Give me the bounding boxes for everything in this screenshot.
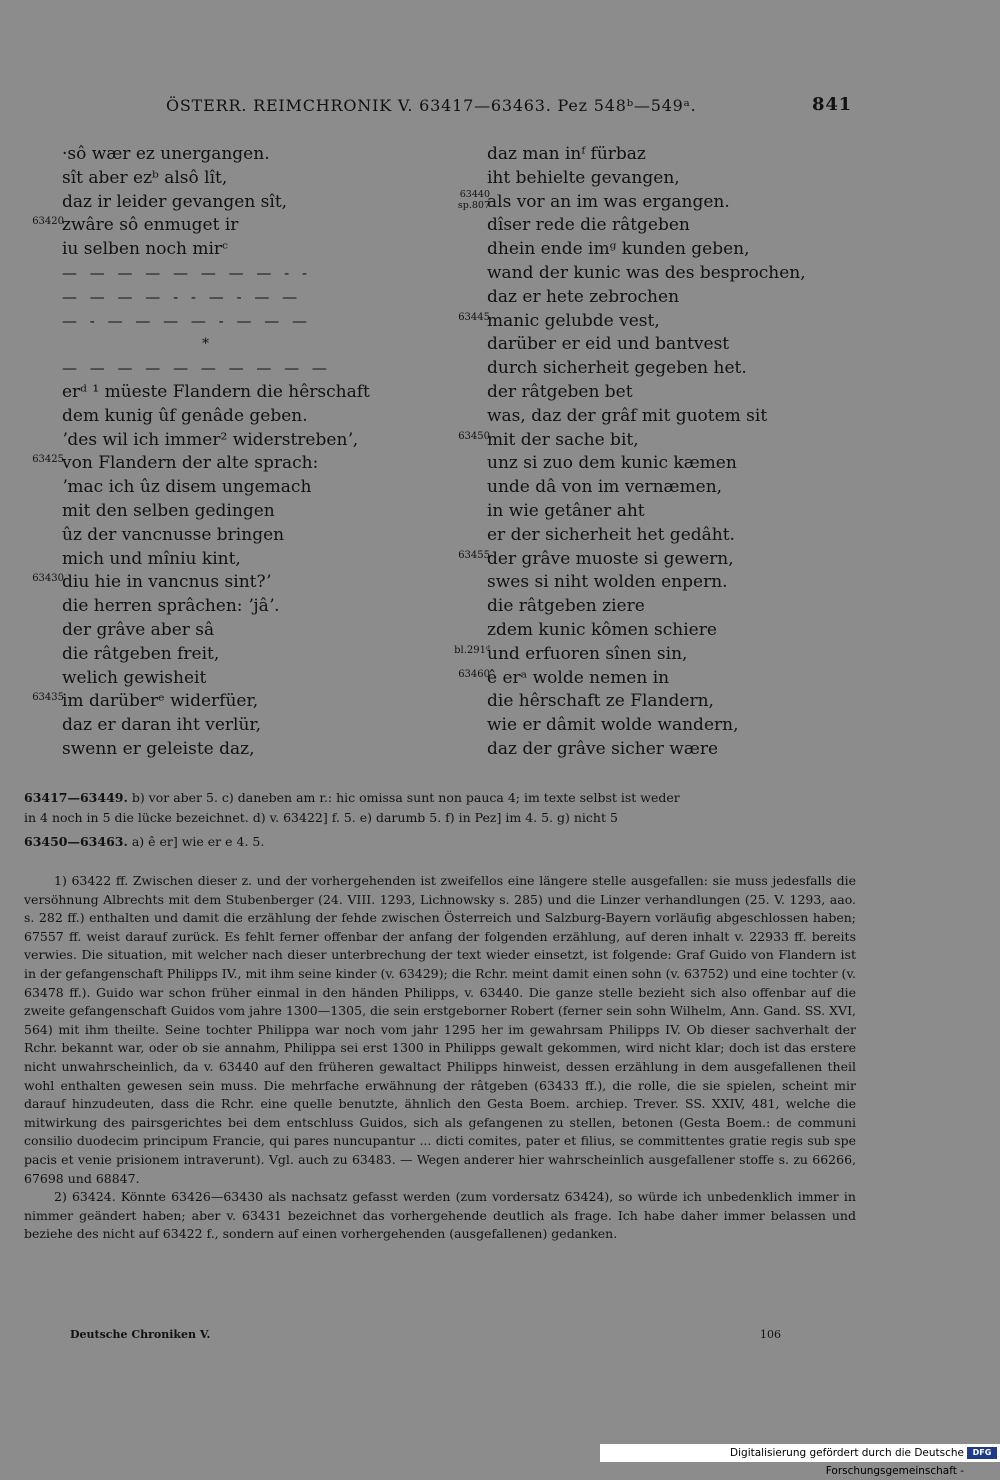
verse-line	[446, 143, 866, 167]
verse-line	[20, 452, 440, 476]
verse-text: was, daz der grâf mit guotem sit	[487, 405, 768, 426]
verse-text: welich gewisheit	[62, 667, 207, 688]
verse-text: *	[202, 336, 209, 353]
verse-text: in wie getâner aht	[487, 500, 645, 521]
verse-column-left	[20, 143, 440, 762]
apparatus-line	[24, 808, 856, 828]
series-title: Deutsche Chroniken V.	[70, 1328, 211, 1341]
verse-text: erᵈ ¹ müeste Flandern die hêrschaft	[62, 381, 370, 402]
verse-line	[20, 167, 440, 191]
line-number: 63420	[32, 216, 64, 228]
line-number: 63450	[458, 430, 490, 442]
signature-mark: 106	[760, 1328, 781, 1341]
verse-text: und erfuoren sînen sin,	[487, 643, 688, 664]
verse-text: ʼmac ich ûz disem ungemach	[62, 477, 312, 498]
verse-line	[446, 548, 866, 572]
line-number: 63455	[458, 549, 490, 561]
verse-line	[20, 667, 440, 691]
verse-text: die hêrschaft ze Flandern,	[487, 691, 714, 712]
page-number: 841	[812, 94, 852, 115]
verse-line	[20, 619, 440, 643]
verse-line	[446, 690, 866, 714]
verse-text: — - — — — — - — — —	[62, 311, 312, 330]
verse-line	[446, 405, 866, 429]
verse-line	[446, 476, 866, 500]
verse-line	[446, 524, 866, 548]
verse-text: wie er dâmit wolde wandern,	[487, 715, 739, 736]
verse-line	[446, 310, 866, 334]
apparatus-text: a) ê er] wie er e 4. 5.	[131, 834, 265, 849]
dfg-notice-text: Digitalisierung gefördert durch die Deutsche Forschungsgemeinschaft -	[730, 1447, 964, 1477]
verse-line	[20, 238, 440, 262]
lacuna-dash-line	[20, 357, 440, 381]
verse-text: sît aber ezᵇ alsô lît,	[62, 167, 228, 188]
line-number: 63445	[458, 311, 490, 323]
verse-line	[446, 500, 866, 524]
verse-text: dhein ende imᵍ kunden geben,	[487, 239, 750, 260]
verse-text: ê erᵃ wolde nemen in	[487, 667, 670, 688]
verse-text: durch sicherheit gegeben het.	[487, 358, 747, 379]
verse-line	[20, 429, 440, 453]
verse-line	[446, 357, 866, 381]
apparatus-lemma: 63417—63449.	[24, 790, 128, 805]
verse-line	[446, 643, 866, 667]
verse-line	[20, 381, 440, 405]
verse-text: mit den selben gedingen	[62, 500, 275, 521]
verse-text: der râtgeben bet	[487, 381, 633, 402]
line-number: 63440	[459, 188, 490, 200]
verse-text: zwâre sô enmuget ir	[62, 215, 239, 236]
verse-text: dem kunig ûf genâde geben.	[62, 405, 308, 426]
verse-text: der grâve muoste si gewern,	[487, 548, 734, 569]
apparatus-text: b) vor aber 5. c) daneben am r.: hic omissa sunt non pauca 4; im texte selbst ist weder	[131, 790, 680, 805]
verse-line	[446, 381, 866, 405]
verse-text: daz der grâve sicher wære	[487, 738, 719, 759]
verse-text: wand der kunic was des besprochen,	[487, 262, 806, 283]
verse-line	[446, 167, 866, 191]
verse-text: ûz der vancnusse bringen	[62, 524, 285, 545]
verse-line	[446, 667, 866, 691]
verse-line	[20, 738, 440, 762]
verse-line	[20, 214, 440, 238]
running-title: ÖSTERR. REIMCHRONIK V. 63417—63463. Pez 548ᵇ—549ᵃ.	[166, 96, 697, 115]
line-number: 63430	[32, 573, 64, 585]
lacuna-asterisk	[20, 333, 440, 357]
lacuna-dash-line	[20, 286, 440, 310]
verse-text: mit der sache bit,	[487, 429, 639, 450]
critical-apparatus-1	[24, 788, 856, 828]
dfg-notice-bar	[600, 1444, 1000, 1477]
verse-text: — — — — — — — — - -	[62, 263, 312, 282]
verse-line	[20, 714, 440, 738]
verse-text: diu hie in vancnus sint?ʼ	[62, 572, 272, 593]
verse-text: darüber er eid und bantvest	[487, 334, 730, 355]
verse-line	[446, 738, 866, 762]
verse-line	[446, 214, 866, 238]
line-number: bl.291ᵈ	[454, 644, 490, 656]
verse-line	[20, 500, 440, 524]
verse-line	[446, 286, 866, 310]
verse-text: unz si zuo dem kunic kæmen	[487, 453, 737, 474]
lacuna-dash-line	[20, 310, 440, 334]
verse-text: ·sô wær ez unergangen.	[62, 144, 270, 164]
running-header	[166, 96, 852, 118]
line-number: 63460	[458, 668, 490, 680]
verse-line	[20, 524, 440, 548]
verse-line	[446, 571, 866, 595]
verse-text: unde dâ von im vernæmen,	[487, 477, 723, 498]
verse-text: mich und mîniu kint,	[62, 548, 241, 569]
apparatus-text-cont: in 4 noch in 5 die lücke bezeichnet. d) v. 63422] f. 5. e) darumb 5. f) in Pez] im 4. 5. g) nicht 5	[24, 810, 618, 825]
verse-line	[20, 571, 440, 595]
lacuna-dash-line	[20, 262, 440, 286]
footnote-1: 1) 63422 ff. Zwischen dieser z. und der vorhergehenden ist zweifellos eine längere stelle ausgefallen: sie muss jedesfalls die versöhnung Albrechts mit dem Stubenberger (24. VIII. 1293, Lichnowsky s. 285) und die Linzer verhandlungen (25. V. 1293, aao. s. 282 ff.) enthalten und damit die erzählung der fehde zwischen Österreich und Salzburg-Bayern vorläufig abgeschlossen haben; 67557 ff. weist darauf zurück. Es fehlt ferner offenbar der anfang der folgenden erzählung, auf deren inhalt v. 22933 ff. bereits verwies. Die situation, mit welcher nach dieser unterbrechung der text wieder einsetzt, ist folgende: Graf Guido von Flandern ist in der gefangenschaft Philipps IV., mit ihm seine kinder (v. 63429); die Rchr. meint damit einen sohn (v. 63752) und eine tochter (v. 63478 ff.). Guido war schon früher einmal in den händen Philipps, v. 63440. Die ganze stelle bezieht sich also offenbar auf die zweite gefangenschaft Guidos vom jahre 1300—1305, die sein erstgeborner Robert (ferner sein sohn Wilhelm, Ann. Gand. SS. XVI, 564) mit ihm theilte. Seine tochter Philippa war noch vom jahr 1295 her im gewahrsam Philipps IV. Ob dieser sachverhalt der Rchr. bekannt war, oder ob sie annahm, Philippa sei erst 1300 in Philipps gewalt gekommen, wird nicht klar; doch ist das erstere nicht unwahrscheinlich, da v. 63440 auf den früheren gewaltact Philipps hinweist, dessen erzählung in dem ausgefallenen theil wohl enthalten gewesen sein muss. Die mehrfache erwähnung der râtgeben (63433 ff.), die rolle, die sie spielen, scheint mir darauf hinzudeuten, dass die Rchr. eine quelle benutzte, ähnlich den Gesta Boem. archiep. Trever. SS. XXIV, 481, welche die mitwirkung des pairsgerichtes bei dem entschluss Guidos, sich als gefangenen zu stellen, betonen (Gesta Boem.: de communi consilio duodecim principum Francie, qui pares nuncupantur ... dicti comites, pater et filius, se committentes gratie regis sub spe pacis et venie prisionem intraverunt). Vgl. auch zu 63483. — Wegen anderer hier wahrscheinlich ausgefallener stoffe s. zu 66266, 67698 und 68847.	[24, 873, 856, 1186]
verse-line	[446, 714, 866, 738]
verse-text: manic gelubde vest,	[487, 310, 660, 331]
verse-text: iu selben noch mirᶜ	[62, 239, 228, 260]
verse-text: im darüberᵉ widerfüer,	[62, 691, 259, 712]
verse-line	[446, 262, 866, 286]
verse-text: swes si niht wolden enpern.	[487, 572, 728, 593]
verse-line	[20, 191, 440, 215]
verse-text: daz er hete zebrochen	[487, 286, 680, 307]
verse-line	[20, 476, 440, 500]
verse-text: von Flandern der alte sprach:	[62, 453, 319, 474]
verse-text: die râtgeben freit,	[62, 643, 220, 664]
verse-line	[446, 452, 866, 476]
verse-line	[20, 548, 440, 572]
apparatus-line	[24, 788, 856, 808]
verse-text: dîser rede die râtgeben	[487, 215, 690, 236]
verse-line	[446, 238, 866, 262]
line-number: 63425	[32, 454, 64, 466]
verse-text: — — — — — — — — — —	[62, 359, 331, 378]
verse-line	[20, 405, 440, 429]
verse-line	[20, 595, 440, 619]
verse-line	[446, 619, 866, 643]
apparatus-lemma: 63450—63463.	[24, 834, 128, 849]
verse-line	[446, 429, 866, 453]
dfg-logo-icon: DFG	[967, 1447, 997, 1459]
verse-text: daz ir leider gevangen sît,	[62, 191, 288, 212]
verse-text: swenn er geleiste daz,	[62, 738, 255, 759]
footnotes	[24, 872, 856, 1244]
verse-text: daz er daran iht verlür,	[62, 715, 262, 736]
footnote-2: 2) 63424. Könnte 63426—63430 als nachsatz gefasst werden (zum vordersatz 63424), so würde ich unbedenklich immer in nimmer geändert haben; aber v. 63431 bezeichnet das vorhergehende deutlich als frage. Ich habe daher immer belassen und beziehe des nicht auf 63422 f., sondern auf einen vorhergehenden (ausgefallenen) gedanken.	[24, 1189, 856, 1242]
verse-line	[446, 595, 866, 619]
verse-text: zdem kunic kômen schiere	[487, 619, 717, 640]
verse-text: daz man inᶠ fürbaz	[487, 144, 646, 164]
verse-text: als vor an im was ergangen.	[487, 191, 730, 212]
verse-column-right	[446, 143, 866, 762]
verse-text: — — — — - - — - — —	[62, 287, 302, 306]
verse-text: der grâve aber sâ	[62, 619, 215, 640]
verse-line	[20, 643, 440, 667]
verse-line	[446, 333, 866, 357]
verse-text: er der sicherheit het gedâht.	[487, 524, 735, 545]
verse-text: ʼdes wil ich immer² widerstrebenʼ,	[62, 429, 359, 450]
critical-apparatus-2	[24, 832, 856, 852]
line-number: 63435	[32, 692, 64, 704]
verse-line	[20, 690, 440, 714]
verse-text: die râtgeben ziere	[487, 596, 645, 617]
verse-text: iht behielte gevangen,	[487, 167, 680, 188]
verse-text: die herren sprâchen: ʼjâʼ.	[62, 596, 280, 617]
verse-line	[446, 188, 866, 215]
column-marker: sp.807	[457, 199, 490, 211]
verse-line	[20, 143, 440, 167]
